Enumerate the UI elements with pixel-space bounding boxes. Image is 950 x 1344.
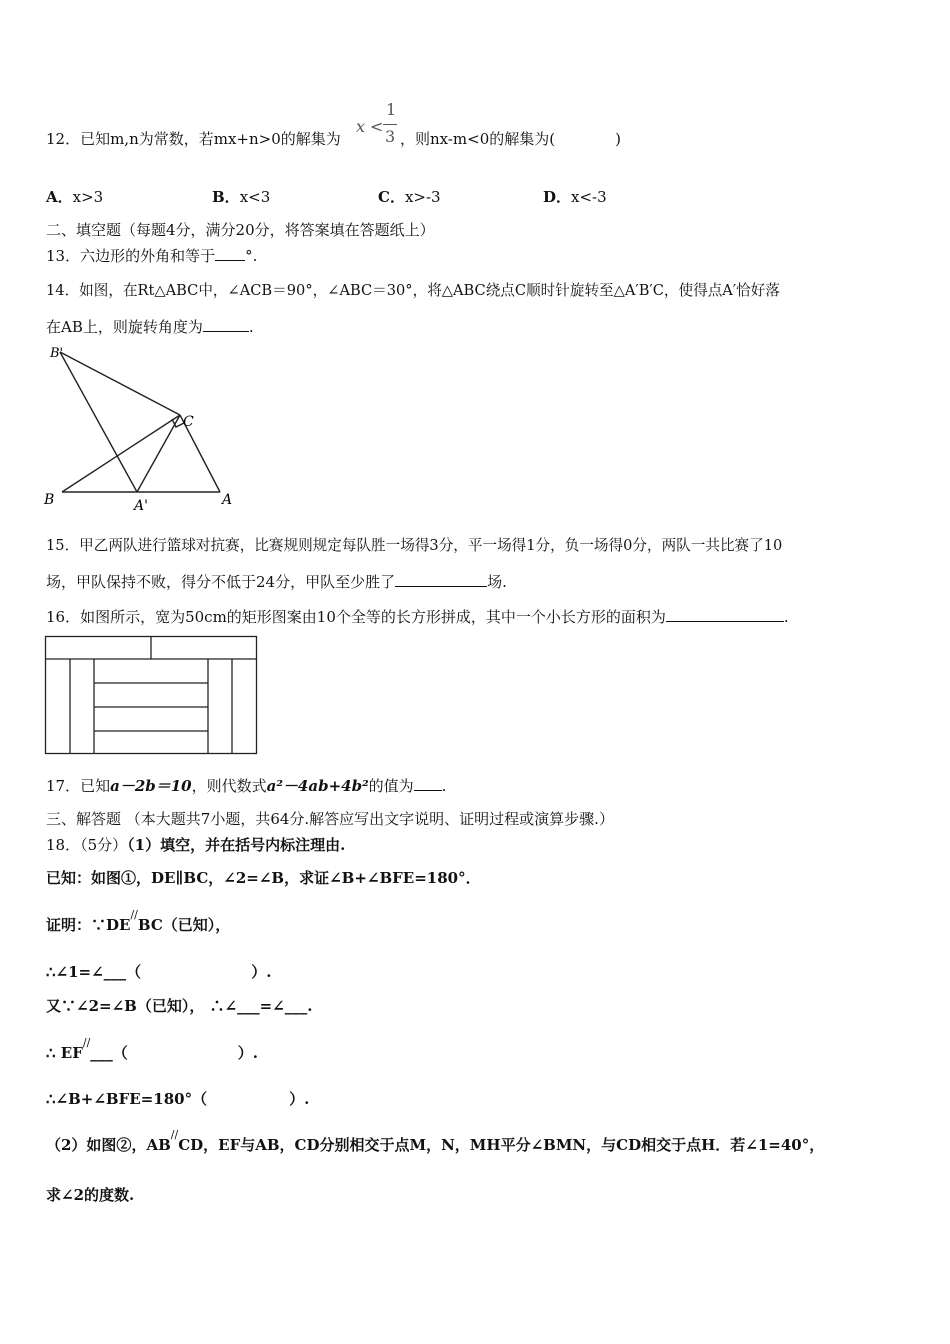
label-c: C [183, 414, 194, 430]
q17: 17．已知a－2b＝10，则代数式a²－4ab+4b²的值为 . [46, 777, 447, 795]
section2-heading: 二、填空题（每题4分，满分20分，将答案填在答题纸上） [46, 221, 435, 239]
q12-option-c: C．x>-3 [378, 188, 441, 206]
label-b: B [44, 492, 55, 508]
q15-line2: 场，甲队保持不败，得分不低于24分，甲队至少胜了 场. [46, 573, 507, 591]
q18-known: 已知：如图①，DE∥BC，∠2=∠B，求证∠B+∠BFE=180°． [46, 869, 481, 887]
q14-blank [203, 331, 249, 332]
q16: 16．如图所示，宽为50cm的矩形图案由10个全等的长方形拼成，其中一个小长方形的面积为 . [46, 608, 789, 626]
q18-step4: ∴∠B+∠BFE=180°（ ）. [46, 1090, 310, 1108]
parallel-mark-2: // [82, 1036, 91, 1049]
q18-step3: ∴ EF//___（ ）. [46, 1036, 259, 1062]
section3-heading: 三、解答题 （本大题共7小题，共64分.解答应写出文字说明、证明过程或演算步骤.） [46, 810, 614, 828]
q12-option-d: D．x<-3 [543, 188, 607, 206]
q16-figure [44, 635, 260, 757]
q18-part2-line2: 求∠2的度数. [46, 1186, 135, 1204]
parallel-mark-3: // [170, 1128, 179, 1141]
label-b-prime: B' [50, 346, 64, 361]
q18-step1: ∴∠1=∠___（ ）. [46, 963, 272, 981]
q13-blank [215, 260, 245, 261]
q12-frac-den: 3 [385, 127, 396, 146]
q14-line1: 14．如图，在Rt△ABC中，∠ACB＝90°，∠ABC＝30°，将△ABC绕点C顺时针旋转至△A′B′C，使得点A′恰好落 [46, 282, 780, 299]
q15-line1: 15．甲乙两队进行篮球对抗赛，比赛规则规定每队胜一场得3分，平一场得1分，负一场得0分，两队一共比赛了10 [46, 537, 783, 554]
q13: 13．六边形的外角和等于 °. [46, 247, 258, 265]
q14-line2: 在AB上，则旋转角度为 . [46, 318, 254, 336]
q12-stem: 12．已知m,n为常数，若mx+n>0的解集为 [46, 130, 341, 148]
parallel-mark: // [130, 908, 138, 921]
q12-option-a: A．x>3 [46, 188, 104, 206]
q18-proof: 证明：∵DE//BC（已知）， [46, 908, 231, 934]
q12-stem-tail: ，则nx-m<0的解集为( ) [400, 130, 621, 148]
label-a-prime: A' [134, 498, 148, 514]
q17-blank [414, 790, 442, 791]
q12-frac-bar [383, 124, 397, 125]
q18-part2: （2）如图②，AB//CD，EF与AB，CD分别相交于点M，N，MH平分∠BMN，与CD相交于点H．若∠1=40°， [46, 1128, 825, 1154]
q14-figure [40, 340, 240, 515]
q12-ineq-lt: < [370, 117, 384, 136]
q18-step2: 又∵∠2=∠B（已知）， ∴∠___=∠___. [46, 997, 313, 1015]
q12-ineq-x: x [356, 117, 366, 136]
q18-head: 18．（5分）（1）填空，并在括号内标注理由. [46, 836, 346, 854]
label-a: A [222, 492, 233, 508]
q12-frac-num: 1 [386, 100, 397, 119]
q12-option-b: B．x<3 [212, 188, 271, 206]
segment-b-c [62, 415, 180, 492]
q15-blank [395, 586, 487, 587]
q16-blank [666, 621, 784, 622]
segment-ap-c [137, 415, 180, 492]
